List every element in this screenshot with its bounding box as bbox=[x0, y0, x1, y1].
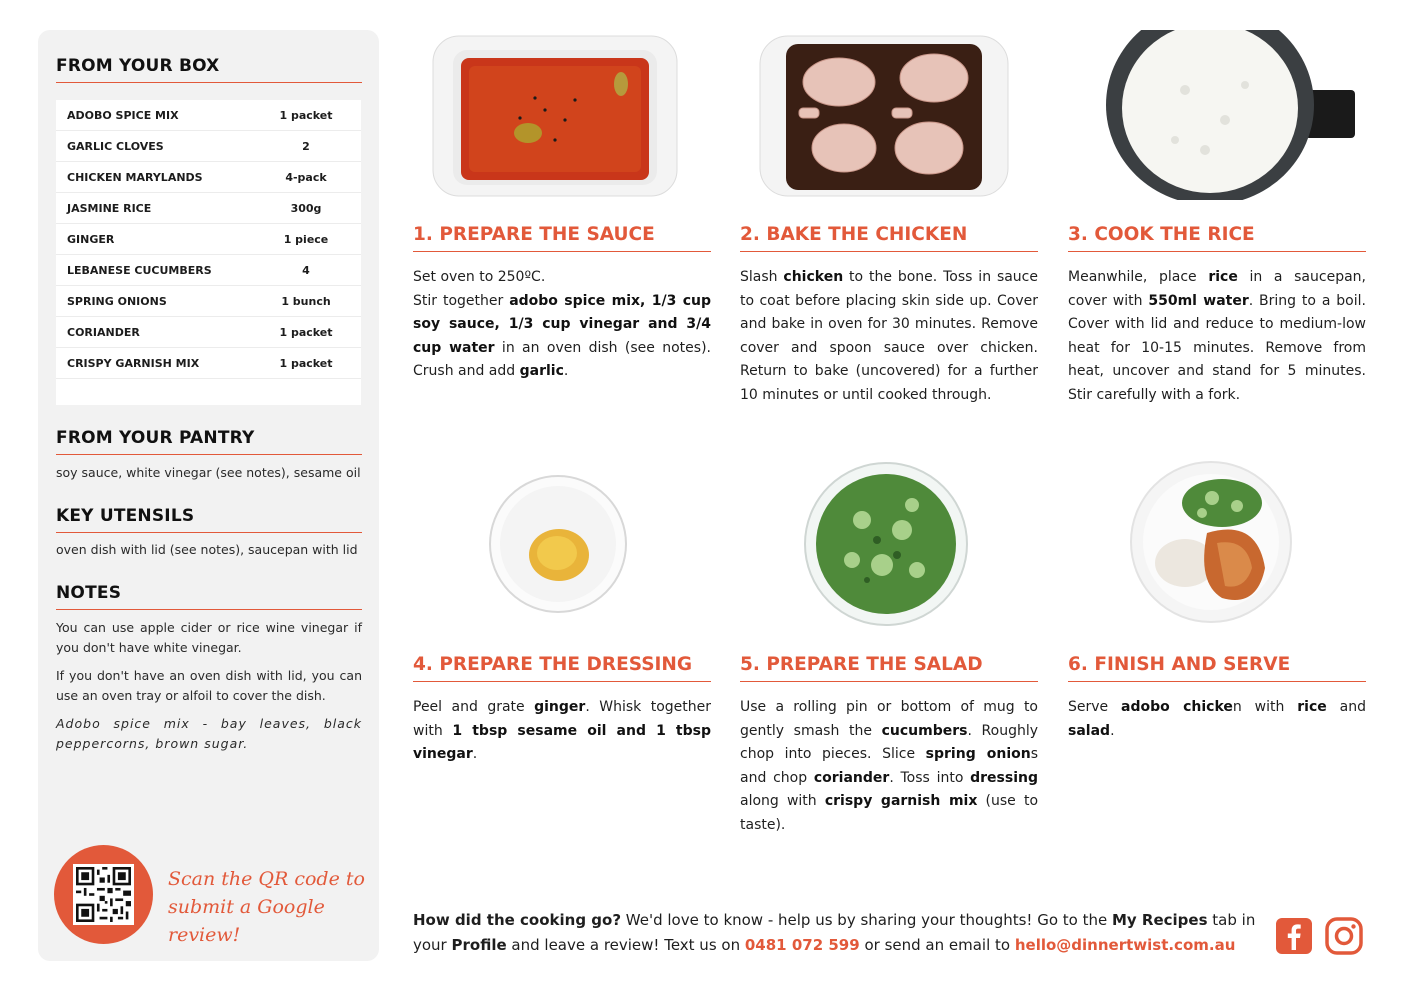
note-2: If you don't have an oven dish with lid, you can use an oven tray or alfoil to cover the dish. bbox=[56, 668, 362, 703]
note-1: You can use apple cider or rice wine vinegar if you don't have white vinegar. bbox=[56, 620, 362, 655]
step-text: s and chop bbox=[740, 746, 1039, 786]
email-link[interactable]: hello@dinnertwist.com.au bbox=[1014, 936, 1236, 954]
qr-review-block[interactable] bbox=[54, 845, 374, 945]
table-row bbox=[56, 193, 361, 224]
step-text: . Roughly chop into pieces. Slice bbox=[740, 722, 1039, 762]
step-text: Set oven to 250ºC. bbox=[413, 269, 546, 285]
step-text: n with bbox=[1232, 699, 1298, 715]
step-highlight: crispy garnish mix bbox=[824, 793, 978, 809]
step-1-body bbox=[413, 266, 711, 384]
step-3-title: 3. COOK THE RICE bbox=[1068, 224, 1366, 252]
step-2-title: 2. BAKE THE CHICKEN bbox=[740, 224, 1038, 252]
step-text: (use to taste). bbox=[740, 793, 1039, 833]
box-heading: FROM YOUR BOX bbox=[56, 56, 362, 83]
utensils-heading: KEY UTENSILS bbox=[56, 506, 362, 533]
table-row bbox=[56, 286, 361, 317]
ingredient-qty: 4-pack bbox=[285, 170, 327, 184]
ingredient-name: CHICKEN MARYLANDS bbox=[67, 170, 203, 184]
table-row bbox=[56, 131, 361, 162]
footer-question: How did the cooking go? bbox=[413, 911, 622, 929]
step-text: Slash bbox=[740, 269, 784, 285]
facebook-icon[interactable] bbox=[1275, 917, 1313, 955]
rice-pot-photo bbox=[1105, 30, 1360, 200]
step-text: Serve bbox=[1068, 699, 1122, 715]
step-text: in an oven dish (see notes). Crush and add bbox=[413, 339, 711, 379]
step-highlight: adobo spice mix, 1/3 cup soy sauce, 1/3 cup vinegar and 3/4 cup water bbox=[413, 292, 711, 356]
step-6-title: 6. FINISH AND SERVE bbox=[1068, 654, 1366, 682]
plated-meal-photo bbox=[1127, 458, 1295, 626]
qr-caption-line-1: Scan the QR code to bbox=[168, 868, 365, 890]
step-highlight: ginger bbox=[534, 699, 586, 715]
step-highlight: rice bbox=[1297, 699, 1327, 715]
table-row bbox=[56, 100, 361, 131]
step-text: to the bone. Toss in sauce to coat before placing skin side up. Cover and bake in oven for 30 minutes. Remove cover and spoon sauce over chicken. Return to bake (uncovered) for a further 10 minutes or until cooked through. bbox=[740, 269, 1038, 403]
step-6-body bbox=[1068, 696, 1366, 743]
step-4-body bbox=[413, 696, 711, 767]
step-text: Use a rolling pin or bottom of mug to gently smash the bbox=[740, 699, 1038, 739]
ingredient-qty: 1 piece bbox=[283, 232, 329, 246]
step-highlight: coriander bbox=[813, 769, 890, 786]
note-3: Adobo spice mix - bay leaves, black peppercorns, brown sugar. bbox=[56, 716, 362, 751]
footer-text-2: tab in your bbox=[413, 911, 1256, 954]
sauce-dish-photo bbox=[425, 30, 685, 200]
review-footer bbox=[413, 908, 1263, 958]
step-4-title: 4. PREPARE THE DRESSING bbox=[413, 654, 711, 682]
footer-text-1: We'd love to know - help us by sharing your thoughts! Go to the bbox=[621, 911, 1112, 929]
salad-bowl-photo bbox=[802, 460, 970, 628]
notes-body bbox=[56, 618, 362, 762]
ingredient-name: GARLIC CLOVES bbox=[67, 139, 164, 153]
qr-code-icon[interactable] bbox=[73, 864, 134, 925]
utensils-text: oven dish with lid (see notes), saucepan with lid bbox=[56, 542, 358, 557]
step-highlight: spring onion bbox=[925, 746, 1031, 762]
table-row bbox=[56, 224, 361, 255]
step-highlight: chicken bbox=[783, 269, 844, 285]
step-highlight: 550ml water bbox=[1148, 292, 1249, 309]
step-text: and bbox=[1326, 699, 1366, 715]
step-3-body bbox=[1068, 266, 1366, 407]
ingredient-qty: 1 packet bbox=[279, 356, 333, 370]
instagram-icon[interactable] bbox=[1325, 917, 1363, 955]
ingredient-qty: 2 bbox=[302, 139, 310, 153]
ingredient-name: SPRING ONIONS bbox=[67, 294, 167, 308]
pantry-heading: FROM YOUR PANTRY bbox=[56, 428, 362, 455]
my-recipes-label: My Recipes bbox=[1111, 911, 1208, 929]
ingredient-name: ADOBO SPICE MIX bbox=[67, 108, 179, 122]
dressing-bowl-photo bbox=[487, 475, 629, 617]
ingredient-name: GINGER bbox=[67, 232, 115, 246]
step-text: . Bring to a boil. Cover with lid and reduce to medium-low heat for 10-15 minutes. Remove from heat, uncover and stand for 5 minutes. Stir carefully with a fork. bbox=[1068, 292, 1366, 403]
notes-heading: NOTES bbox=[56, 583, 362, 610]
phone-link[interactable]: 0481 072 599 bbox=[744, 936, 860, 954]
ingredient-name: LEBANESE CUCUMBERS bbox=[67, 263, 212, 277]
ingredient-qty: 300g bbox=[290, 201, 322, 215]
step-highlight: rice bbox=[1208, 269, 1238, 285]
step-highlight: cucumbers bbox=[881, 722, 968, 739]
table-row bbox=[56, 348, 361, 379]
ingredient-name: CORIANDER bbox=[67, 325, 140, 339]
footer-text-3: and leave a review! Text us on bbox=[506, 936, 745, 954]
ingredient-qty: 1 packet bbox=[279, 108, 333, 122]
step-text: . bbox=[563, 363, 569, 379]
step-highlight: 1 tbsp sesame oil and 1 tbsp vinegar bbox=[413, 722, 711, 762]
step-text: along with bbox=[740, 793, 825, 809]
ingredient-name: CRISPY GARNISH MIX bbox=[67, 356, 200, 370]
box-ingredients-table bbox=[56, 100, 361, 405]
step-1-title: 1. PREPARE THE SAUCE bbox=[413, 224, 711, 252]
profile-label: Profile bbox=[451, 936, 507, 954]
footer-text-4: or send an email to bbox=[859, 936, 1015, 954]
pantry-text: soy sauce, white vinegar (see notes), sesame oil bbox=[56, 465, 361, 480]
chicken-dish-photo bbox=[754, 30, 1014, 200]
step-highlight: salad bbox=[1068, 722, 1111, 739]
ingredient-qty: 4 bbox=[302, 263, 310, 277]
step-text: Peel and grate bbox=[413, 699, 535, 715]
step-text: Meanwhile, place bbox=[1068, 269, 1209, 285]
table-row bbox=[56, 317, 361, 348]
step-text: in a saucepan, cover with bbox=[1068, 269, 1366, 309]
step-text: . Whisk together with bbox=[413, 699, 711, 739]
step-text: . bbox=[472, 746, 478, 762]
table-row bbox=[56, 162, 361, 193]
qr-caption bbox=[168, 865, 368, 949]
step-text: . Toss into bbox=[889, 769, 971, 786]
step-highlight: dressing bbox=[970, 769, 1038, 786]
step-highlight: garlic bbox=[519, 363, 564, 379]
ingredient-qty: 1 packet bbox=[279, 325, 333, 339]
step-highlight: adobo chicke bbox=[1121, 699, 1233, 715]
ingredient-name: JASMINE RICE bbox=[67, 201, 152, 215]
table-row bbox=[56, 255, 361, 286]
step-text: Stir together bbox=[413, 292, 510, 309]
ingredient-qty: 1 bunch bbox=[281, 294, 331, 308]
step-2-body bbox=[740, 266, 1038, 407]
sidebar-panel bbox=[38, 30, 379, 961]
step-5-body bbox=[740, 696, 1038, 837]
qr-caption-line-2: submit a Google review! bbox=[168, 896, 325, 946]
step-text: . bbox=[1110, 722, 1115, 739]
step-5-title: 5. PREPARE THE SALAD bbox=[740, 654, 1038, 682]
